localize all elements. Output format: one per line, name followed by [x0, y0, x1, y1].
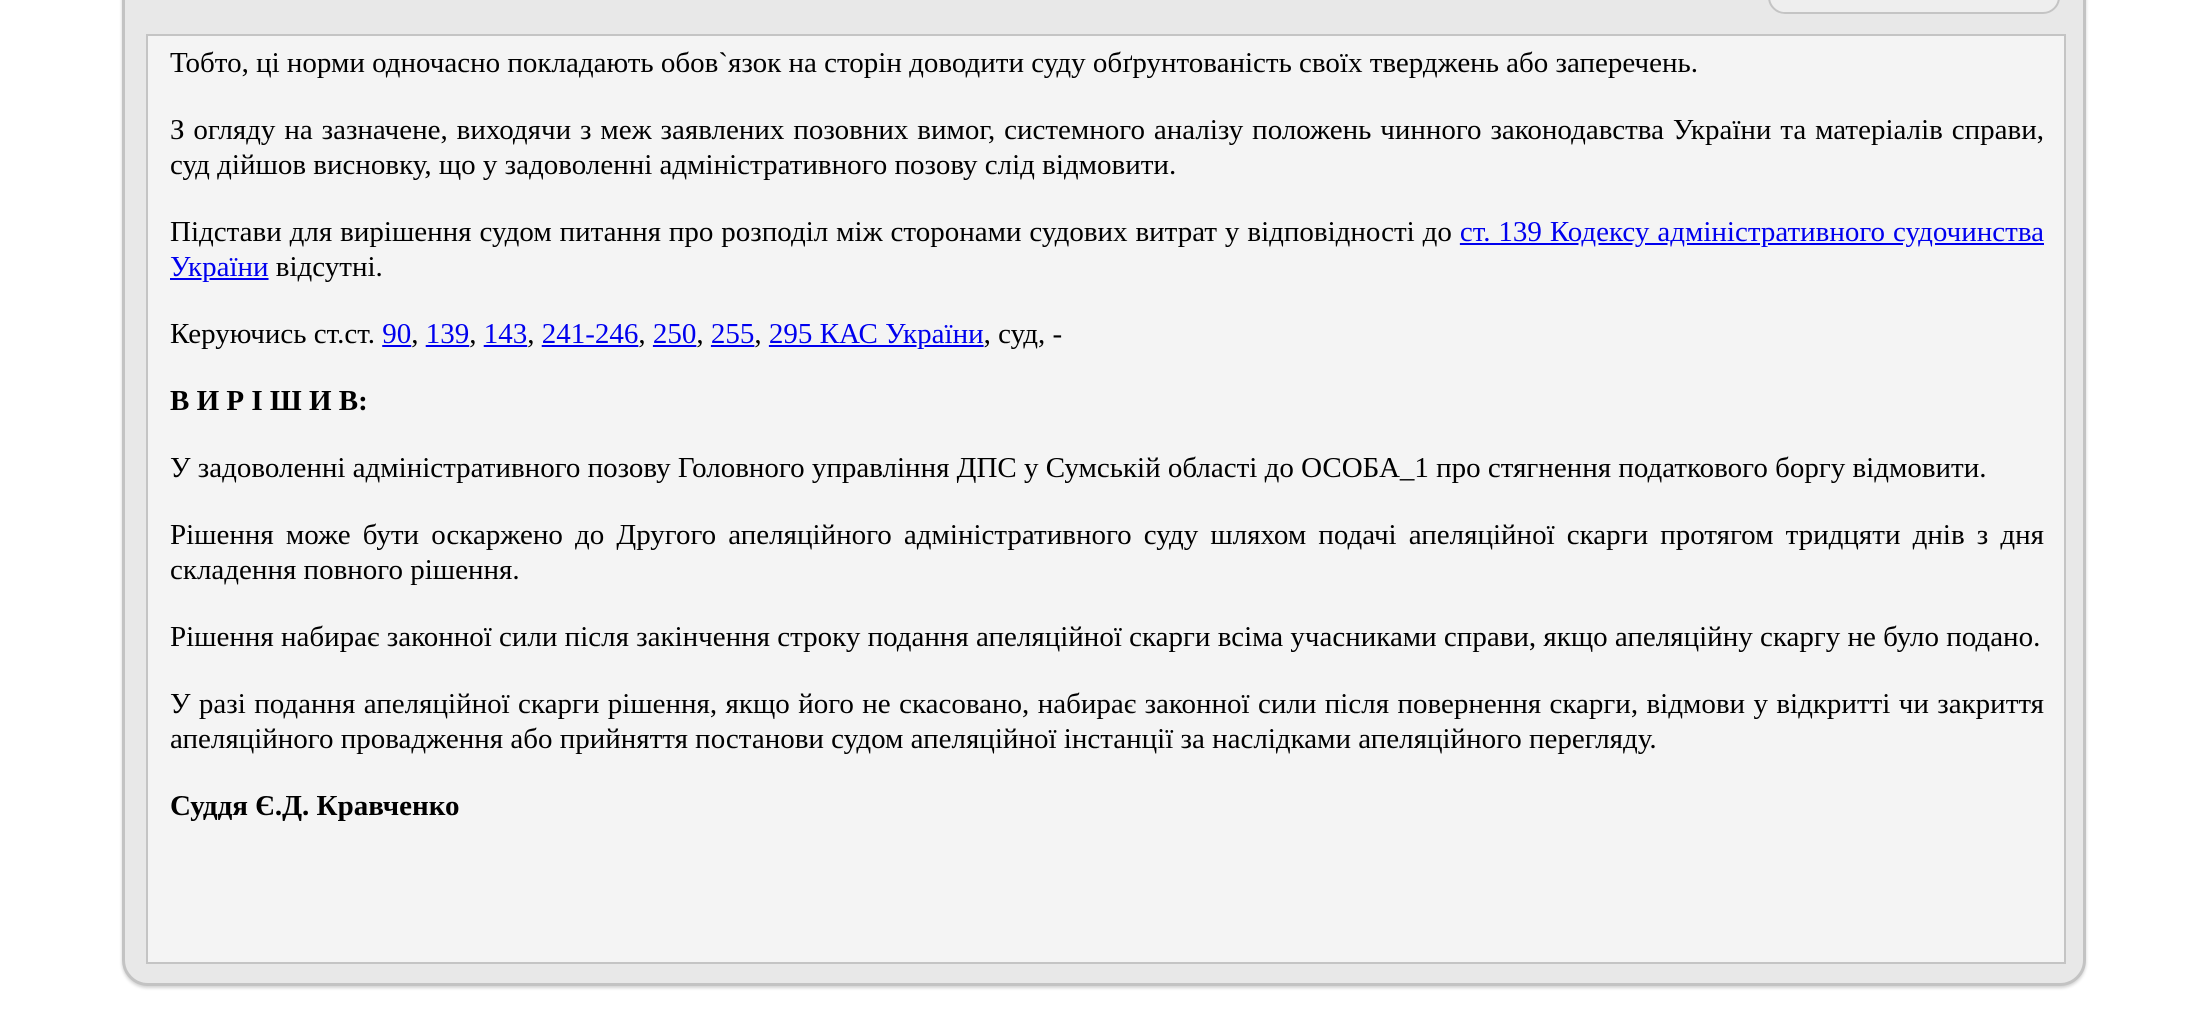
article-separator: ,	[754, 318, 769, 350]
article-separator: ,	[638, 318, 653, 350]
link-article-241-246[interactable]: 241-246	[541, 318, 639, 350]
link-article-255[interactable]: 255	[710, 318, 755, 350]
paragraph-appeal-effect: У разі подання апеляційної скарги рішення, якщо його не скасовано, набирає законної сили після повернення скарги, відмови у відкритті чи закриття апеляційного провадження або прийняття постанови судом апеляційної інстанції за наслідками апеляційного перегляду.	[170, 688, 2044, 755]
decision-heading: В И Р І Ш И В:	[170, 385, 368, 417]
article-separator: ,	[696, 318, 711, 350]
link-article-139[interactable]: 139	[425, 318, 470, 350]
link-article-250[interactable]: 250	[652, 318, 697, 350]
guided-by-prefix: Керуючись ст.ст.	[170, 318, 383, 350]
paragraph-decision: У задоволенні адміністративного позову Головного управління ДПС у Сумській області до ОСОБА_1 про стягнення податкового боргу відмовити.	[170, 452, 1987, 484]
article-separator: ,	[527, 318, 542, 350]
paragraph-court-costs	[170, 215, 2044, 285]
paragraph-appeal: Рішення може бути оскаржено до Другого апеляційного адміністративного суду шляхом подачі апеляційної скарги протягом тридцяти днів з дня складення повного рішення.	[170, 519, 2044, 586]
article-separator: ,	[411, 318, 426, 350]
link-article-139-kas[interactable]: ст. 139 Кодексу адміністративного судочинства України	[170, 216, 2044, 283]
guided-by-suffix: , суд, -	[983, 318, 1063, 350]
link-article-90[interactable]: 90	[382, 318, 412, 350]
link-article-143[interactable]: 143	[483, 318, 528, 350]
top-tab-control[interactable]	[1768, 0, 2060, 14]
article-separator: ,	[469, 318, 484, 350]
document-frame	[146, 34, 2066, 964]
judge-signature: Суддя Є.Д. Кравченко	[170, 790, 460, 822]
paragraph-burden-of-proof: Тобто, ці норми одночасно покладають обов`язок на сторін доводити суду обґрунтованість своїх тверджень або заперечень.	[170, 47, 1698, 79]
paragraph-guided-by	[170, 317, 2044, 352]
paragraph-entry-into-force: Рішення набирає законної сили після закінчення строку подання апеляційної скарги всіма учасниками справи, якщо апеляційну скаргу не було подано.	[170, 621, 2041, 653]
paragraph-court-costs-text: Підстави для вирішення судом питання про розподіл між сторонами судових витрат у відповідності до	[170, 216, 1460, 248]
paragraph-conclusion: З огляду на зазначене, виходячи з меж заявлених позовних вимог, системного аналізу положень чинного законодавства України та матеріалів справи, суд дійшов висновку, що у задоволенні адміністративного позову слід відмовити.	[170, 114, 2044, 181]
link-article-295-kas[interactable]: 295 КАС України	[768, 318, 984, 350]
paragraph-court-costs-end: відсутні.	[268, 251, 383, 283]
